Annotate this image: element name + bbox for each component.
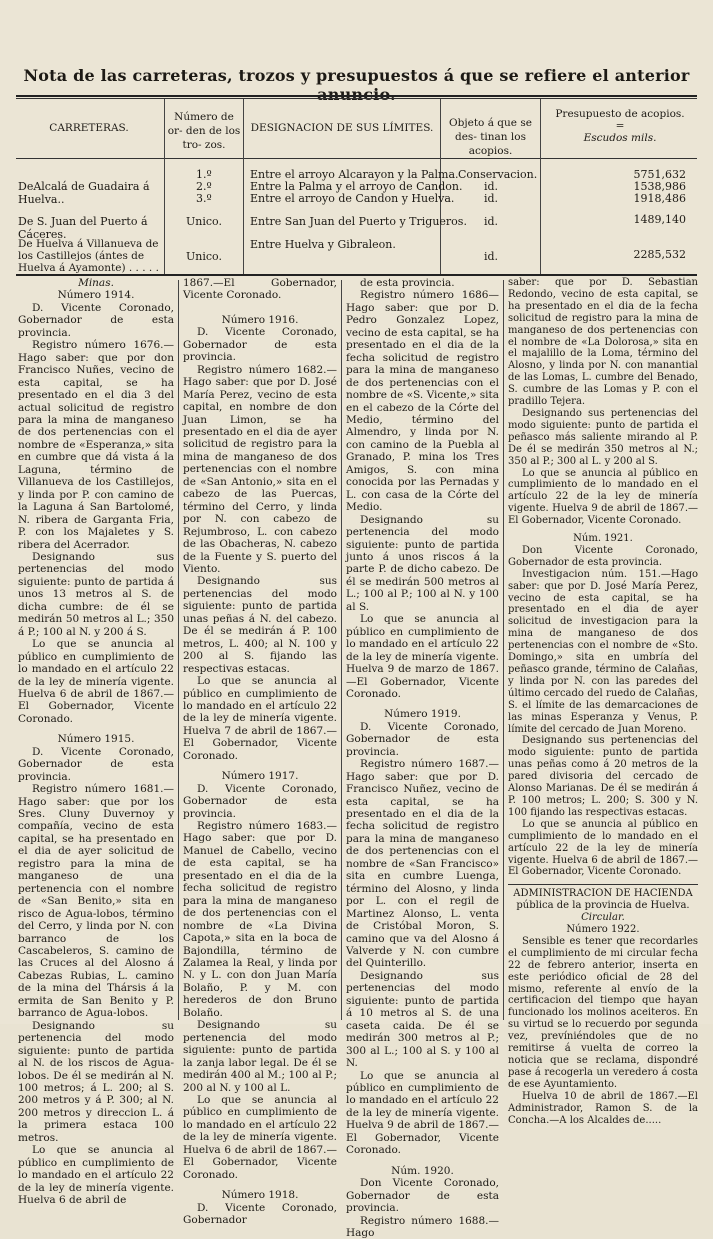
row4-presupuesto: 1489,140 [633,213,686,226]
entry-paragraph: Registro número 1688.—Hago [346,1214,499,1239]
entry-paragraph: 1867.—El Gobernador, Vicente Coronado. [183,277,337,302]
row2-presupuesto: 1538,986 [633,180,686,193]
col-divider-2 [243,99,244,274]
entry-paragraph: Designando sus pertenencias del modo siguiente: punto de partida el peñasco más saliente mirando al P. De él se medirán 350 metros al N.; 350 al P.; 300 al L. y 200 al S. [508,407,698,467]
entry-number: Número 1914. [57,289,135,302]
row3-numero: 3.º [196,192,212,205]
entry-authority: D. Vicente Coronado, Gobernador de esta provincia. [346,720,499,758]
entry-paragraph: Registro número 1681.—Hago saber: que por los Sres. Cluny Duvernoy y compañía, vecino de esta capital, se ha presentado en el dia de ayer solicitud de registro para la mina de manganeso de una pertenencia con el nombre de «San Benito,» sita en risco de Agua-lobos, término del Cerro, y linda por N. con barranco de los Cascabeleros, S. camino de las Cruces al del Alosno á Cabezas Rubias, L. camino de la mina del Thársis á la ermita de San Benito y P. barranco de Agua-lobos. [18,783,174,1020]
entry-paragraph: Designando sus pertenencias del modo siguiente: punto de partida unas peñas á N. del cabezo. De él se medirán á P. 100 metros, L. 400; al N. 100 y 200 al S. fijando las respectivas estacas. [183,575,337,675]
row1-presupuesto: 5751,632 [633,168,686,181]
entry-paragraph: Designando su pertenencia del modo siguiente: punto de partida junto á unos riscos á la parte P. de dicho cabezo. De él se medirán 500 metros al L.; 100 al P.; 100 al N. y 100 al S. [346,513,499,613]
entry-authority: D. Vicente Coronado, Gobernador de esta provincia. [183,782,337,820]
entry-paragraph: Lo que se anuncia al público en cumplimiento de lo mandado en el artículo 22 de la ley de minería vigente. Huelva 6 de abril de 1867.—El Gobernador, Vicente Coronado. [508,818,698,878]
row5-numero: Unico. [186,250,222,263]
entry-paragraph: Registro número 1686—Hago saber: que por D. Pedro Gonzalez Lopez, vecino de esta capital, se ha presentado en el dia de la fecha solicitud de registro para la mina de manganeso de dos pertenencias con el nombre de «S. Vicente,» sita en el cabezo de la Córte del Medio, término del Almendro, y linda por N. con camino de la Puebla al Granado, P. mina los Tres Amigos, S. con mina conocida por las Pernadas y L. con casa de la Córte del Medio. [346,289,499,514]
entry-paragraph: Registro número 1682.—Hago saber: que por D. José María Perez, vecino de esta capital, en nombre de don Juan Limon, se ha presentado en el dia de ayer solicitud de registro para la mina de manganeso de dos pertenencias con el nombre de «San Antonio,» sita en el cabezo de las Puercas, término del Cerro, y linda por N. con cabezo de Rejumbroso, L. con cabezo de las Obacheras, N. cabezo de la Fuente y S. puerto del Viento. [183,363,337,575]
row2-numero: 2.º [196,180,212,193]
column-4 [508,277,698,1126]
header-designacion: DESIGNACION DE SUS LÍMITES. [250,122,434,134]
row5-limites: Entre Huelva y Gibraleon. [250,238,396,251]
entry-number: Núm. 1921. [573,533,633,545]
row4-numero: Unico. [186,215,222,228]
entry-paragraph: Lo que se anuncia al público en cumplimiento de lo mandado en el artículo 22 de la ley de minería vigente. Huelva 9 de marzo de 1867.—El Gobernador, Vicente Coronado. [346,613,499,700]
entry-paragraph: Designando su pertenencia del modo siguiente: punto de partida al N. de los riscos de Agua-lobos. De él se medirán al N. 100 metros; á L. 200; al S. 200 metros y á P. 300; al N. 200 metros y direccion L. á la primera estaca 100 metros. [18,1019,174,1144]
entry-authority: D. Vicente Coronado, Gobernador de esta provincia. [18,745,174,783]
entry-paragraph: Registro número 1676.—Hago saber: que por don Francisco Nuñes, vecino de esta capital, se ha presentado en el dia 3 del actual solicitud de registro para la mina de manganeso de dos pertenencias con el nombre de «Esperanza,» sita en cumbre que dá vista á la Laguna, término de Villanueva de los Castillejos, y linda por P. con camino de la Laguna á San Bartolomé, N. ribera de Garganta Fria, P. con los Majaletes y S. ribera del Acerrador. [18,339,174,551]
page-title: Nota de las carreteras, trozos y presupuestos á que se refiere el anterior anuncio. [23,66,690,104]
entry-paragraph: Designando sus pertenencias del modo siguiente: punto de partida unas peñas como á 20 metros de la pared divisoria del cercado de Alonso Marianas. De él se medirán á P. 100 metros; L. 200; S. 300 y N. 100 fijando las respectivas estacas. [508,735,698,818]
entry-authority: D. Vicente Coronado, Gobernador [183,1201,337,1227]
entry-number: Número 1915. [57,733,135,746]
entry-paragraph: Lo que se anuncia al público en cumplimiento de lo mandado en el artículo 22 de la ley de minería vigente. Huelva 7 de abril de 1867.—El Gobernador, Vicente Coronado. [183,675,337,762]
header-escudos: Escudos mils. [583,132,657,144]
entry-number: Número 1917. [221,770,299,783]
row1-objeto: Conservacion. [458,168,538,181]
table-top-rule [16,95,697,97]
table-header-rule [16,158,697,159]
entry-paragraph: saber: que por D. Sebastian Redondo, vecino de esta capital, se ha presentado en el dia de la fecha solicitud de registro para la mina de manganeso de dos pertenencias con el nombre de «La Dolorosa,» sita en el majalillo de la Loma, término del Alosno, y linda por N. con manantial de las Lomas, L. cumbre del Benado, S. cumbre de las Lomas y P. con el pradillo Tejera. [508,277,698,408]
newspaper-page: Nota de las carreteras, trozos y presupuestos á que se refiere el anterior anuncio. CARRETERAS. Número de or- den de los tro- zos. DESIGNACION DE SUS LÍMITES. Objeto á que se des- tinan los acopios. Presupuesto de acopios. = Escudos mils. DeAlcalá de Guadaira á Huelva.. 1.º Entre el arroyo Alcarayon y la Palma. Conservacion. 5751,632 2.º Entre la Palma y el arroyo de Candon. id. 1538,986 3.º Entre el arroyo de Candon y Huelva. id. 1918,486 De S. Juan del Puerto á Cáceres. Unico. Entre San Juan del Puerto y Trigueros. id. 1489,140 De Huelva á Villanueva de los Castillejos (ántes de Huelva á Ayamonte) . . . . . Unico. Entre Huelva y Gibraleon. id. 2285,532 Minas. Número 1914. D. Vicente Coronado, Gobernador de esta provincia. Registro número 1676.—Hago saber: que por don Francisco Nuñes, vecino de esta capital, se ha presentado en el dia 3 del actual solicitud de registro para la mina de manganeso de dos pertenencias con el nombre de «Esperanza,» sita en cumbre que dá vista á la Laguna, término de Villanueva de los Castillejos, y linda por P. con camino de la Laguna á San Bartolomé, N. ribera de Garganta Fria, P. con los Majaletes y S. ribera del Acerrador. Designando sus pertenencias del modo siguiente: punto de partida á unos 13 metros al S. de dicha cumbre: de él se medirán 50 metros al L.; 350 á P.; 100 al N. y 200 á S. Lo que se anuncia al público en cumplimiento de lo mandado en el artículo 22 de la ley de minería vigente. Huelva 6 de abril de 1867.—El Gobernador, Vicente Coronado. Número 1915. D. Vicente Coronado, Gobernador de esta provincia. Registro número 1681.—Hago saber: que por los Sres. Cluny Duvernoy y compañía, vecino de esta capital, se ha presentado en el dia de ayer solicitud de registro para la mina de manganeso de una pertenencia con el nombre de «San Benito,» sita en risco de Agua-lobos, término del Cerro, y linda por N. con barranco de los Cascabeleros, S. camino de las Cruces al del Alosno á Cabezas Rubias, L. camino de la mina del Thársis á la ermita de San Benito y P. barranco de Agua-lobos. Designando su pertenencia del modo siguiente: punto de partida al N. de los riscos de Agua-lobos. De él se medirán al N. 100 metros; á L. 200; al S. 200 metros y á P. 300; al N. 200 metros y direccion L. á la primera estaca 100 metros. Lo que se anuncia al público en cumplimiento de lo mandado en el artículo 22 de la ley de minería vigente. Huelva 6 de abril de 1867.—El Gobernador, Vicente Coronado. Número 1916. D. Vicente Coronado, Gobernador de esta provincia. Registro número 1682.—Hago saber: que por D. José María Perez, vecino de esta capital, en nombre de don Juan Limon, se ha presentado en el dia de ayer solicitud de registro para la mina de manganeso de dos pertenencias con el nombre de «San Antonio,» sita en el cabezo de las Puercas, término del Cerro, y linda por N. con cabezo de Rejumbroso, L. con cabezo de las Obacheras, N. cabezo de la Fuente y S. puerto del Viento. Designando sus pertenencias del modo siguiente: punto de partida unas peñas á N. del cabezo. De él se medirán á P. 100 metros, L. 400; al N. 100 y 200 al S. fijando las respectivas estacas. Lo que se anuncia al público en cumplimiento de lo mandado en el artículo 22 de la ley de minería vigente. Huelva 7 de abril de 1867.—El Gobernador, Vicente Coronado. Número 1917. D. Vicente Coronado, Gobernador de esta provincia. Registro número 1683.—Hago saber: que por D. Manuel de Cabello, vecino de esta capital, se ha presentado en el dia de la fecha solicitud de registro para la mina de manganeso de dos pertenencias con el nombre de «La Divina Capota,» sita en la boca de Bajondilla, término de Zalamea la Real, y linda por N. y L. con don Juan María Bolaño, P. y M. con herederos de don Bruno Bolaño. Designando su pertenencia del modo siguiente: punto de partida la zanja labor legal. De él se medirán 400 al M.; 100 al P.; 200 al N. y 100 al L. Lo que se anuncia al público en cumplimiento de lo mandado en el artículo 22 de la ley de minería vigente. Huelva 6 de abril de 1867.—El Gobernador, Vicente Coronado. Número 1918. D. Vicente Coronado, Gobernador de esta provincia. Registro número 1686—Hago saber: que por D. Pedro Gonzalez Lopez, vecino de esta capital, se ha presentado en el dia de la fecha solicitud de registro para la mina de manganeso de dos pertenencias con el nombre de «S. Vicente,» sita en el cabezo de la Córte del Medio, término del Almendro, y linda por N. con camino de la Puebla al Granado, P. mina los Tres Amigos, S. con mina conocida por las Pernadas y L. con casa de la Córte del Medio. Designando su pertenencia del modo siguiente: punto de partida junto á unos riscos á la parte P. de dicho cabezo. De él se medirán 500 metros al L.; 100 al P.; 100 al N. y 100 al S. Lo que se anuncia al público en cumplimiento de lo mandado en el artículo 22 de la ley de minería vigente. Huelva 9 de marzo de 1867.—El Gobernador, Vicente Coronado. Número 1919. D. Vicente Coronado, Gobernador de esta provincia. Registro número 1687.—Hago saber: que por D. Francisco Nuñez, vecino de esta capital, se ha presentado en el dia de la fecha solicitud de registro para la mina de manganeso de dos pertenencias con el nombre de «San Francisco» sita en cumbre Luenga, término del Alosno, y linda por L. con el regil de Martinez Alonso, L. venta de Cristóbal Moron, S. camino que va del Alosno á Valverde y N. con cumbre del Quinterillo. Designando sus pertenencias del modo siguiente: punto de partida á 10 metros al S. de una caseta caida. De él se medirán 300 metros al P.; 300 al L.; 100 al S. y 100 al N. Lo que se anuncia al público en cumplimiento de lo mandado en el artículo 22 de la ley de minería vigente. Huelva 9 de abril de 1867.—El Gobernador, Vicente Coronado. Núm. 1920. Don Vicente Coronado, Gobernador de esta provincia. Registro número 1688.—Hago saber: que por D. Sebastian Redondo, vecino de esta capital, se ha presentado en el dia de la fecha solicitud de registro para la mina de manganeso de dos pertenencias con el nombre de «La Dolorosa,» sita en el majalillo de la Loma, término del Alosno, y linda por N. con manantial de las Lomas, L. cumbre del Benado, S. cumbre de las Lomas y P. con el pradillo Tejera. Designando sus pertenencias del modo siguiente: punto de partida el peñasco más saliente mirando al P. De él se medirán 350 metros al N.; 350 al P.; 300 al L. y 200 al S. Lo que se anuncia al público en cumplimiento de lo mandado en el artículo 22 de la ley de minería vigente. Huelva 9 de abril de 1867.—El Gobernador, Vicente Coronado. Núm. 1921. Don Vicente Coronado, Gobernador de esta provincia. Investigacion núm. 151.—Hago saber: que por D. José María Perez, vecino de esta capital, se ha presentado en el dia de ayer solicitud de investigacion para la mina de manganeso de dos pertenencias con el nombre de «Sto. Domingo,» sita en umbría del peñasco grande, término de Calañas, y linda por N. con las paredes del último cercado del ruedo de Calañas, S. el límite de las demarcaciones de las minas Esperanza y Venus, P. límite del cercado de Juan Moreno. Designando sus pertenencias del modo siguiente: punto de partida unas peñas como á 20 metros de la pared divisoria del cercado de Alonso Marianas. De él se medirán á P. 100 metros; L. 200; S. 300 y N. 100 fijando las respectivas estacas. Lo que se anuncia al público en cumplimiento de lo mandado en el artículo 22 de la ley de minería vigente. Huelva 6 de abril de 1867.—El Gobernador, Vicente Coronado. ADMINISTRACION DE HACIENDA pública de la provincia de Huelva. Circular. Número 1922. Sensible es tener que recordarles el cumplimiento de mi circular fecha 22 de febrero anterior, inserta en este periódico oficial de 28 del mismo, referente al envío de la certificacion del tiempo que hayan funcionado los molinos aceiteros. En su virtud se lo recuerdo por segunda vez, prevíniéndoles que de no remitirse á vuelta de correo la noticia que se reclama, dispondré pase á recogerla un veredero á costa de ese Ayuntamiento. Huelva 10 de abril de 1867.—El Administrador, Ramon S. de la Concha.—A los Alcaldes de..... [0,0,713,1024]
row5-presupuesto: 2285,532 [633,248,686,261]
header-objeto: Objeto á que se des- tinan los acopios. [449,117,532,157]
body-divider-2 [341,280,342,1020]
circular-label: Circular. [581,912,625,924]
row1-limites: Entre el arroyo Alcarayon y la Palma. [250,168,459,181]
entry-paragraph: Designando su pertenencia del modo siguiente: punto de partida la zanja labor legal. De él se medirán 400 al M.; 100 al P.; 200 al N. y 100 al L. [183,1019,337,1094]
col-divider-4 [540,99,541,274]
column-3 [346,277,499,1239]
body-divider-3 [503,280,504,1020]
column-1 [18,277,174,1207]
entry-authority: D. Vicente Coronado, Gobernador de esta provincia. [183,326,337,364]
entry-paragraph: Lo que se anuncia al público en cumplimiento de lo mandado en el artículo 22 de la ley de minería vigente. Huelva 6 de abril de 1867.—El Gobernador, Vicente Coronado. [18,638,174,725]
entry-paragraph: Designando sus pertenencias del modo siguiente: punto de partida á unos 13 metros al S. de dicha cumbre: de él se medirán 50 metros al L.; 350 á P.; 100 al N. y 200 á S. [18,550,174,638]
row5-objeto: id. [484,250,499,263]
entry-paragraph: Investigacion núm. 151.—Hago saber: que por D. José María Perez, vecino de esta capital, se ha presentado en el dia de ayer solicitud de investigacion para la mina de manganeso de dos pertenencias con el nombre de «Sto. Domingo,» sita en umbría del peñasco grande, término de Calañas, y linda por N. con las paredes del último cercado del ruedo de Calañas, S. el límite de las demarcaciones de las minas Esperanza y Venus, P. límite del cercado de Juan Moreno. [508,568,698,735]
entry-authority: Don Vicente Coronado, Gobernador de esta provincia. [346,1177,499,1215]
entry-paragraph: Registro número 1687.—Hago saber: que por D. Francisco Nuñez, vecino de esta capital, se ha presentado en el dia de la fecha solicitud de registro para la mina de manganeso de dos pertenencias con el nombre de «San Francisco» sita en cumbre Luenga, término del Alosno, y linda por L. con el regil de Martinez Alonso, L. venta de Cristóbal Moron, S. camino que va del Alosno á Valverde y N. con cumbre del Quinterillo. [346,758,499,970]
section-heading: Minas. [78,277,114,289]
row3-limites: Entre el arroyo de Candon y Huelva. [250,192,455,205]
entry-number: Número 1916. [221,313,299,326]
entry-paragraph: Huelva 10 de abril de 1867.—El Administrador, Ramon S. de la Concha.—A los Alcaldes de..... [508,1090,698,1126]
row1-numero: 1.º [196,168,212,181]
col-divider-1 [164,99,165,274]
entry-paragraph: Lo que se anuncia al público en cumplimiento de lo mandado en el artículo 22 de la ley de minería vigente. Huelva 6 de abril de 1867.—El Gobernador, Vicente Coronado. [183,1094,337,1181]
row3-presupuesto: 1918,486 [633,192,686,205]
entry-authority: D. Vicente Coronado, Gobernador de esta provincia. [18,301,174,339]
entry-authority: de esta provincia. [360,277,455,289]
entry-number: Número 1918. [221,1189,299,1202]
entry-number: Número 1919. [384,708,461,721]
row1-carretera: DeAlcalá de Guadaira á Huelva.. [18,180,150,206]
row4-carretera: De S. Juan del Puerto á Cáceres. [18,215,148,241]
body-divider-1 [178,280,179,1020]
entry-paragraph: Lo que se anuncia al público en cumplimiento de lo mandado en el artículo 22 de la ley de minería vigente. Huelva 6 de abril de [18,1144,174,1207]
table-top-rule-thin [16,98,697,99]
header-presupuesto: Presupuesto de acopios. [555,108,685,120]
header-numero: Número de or- den de los tro- zos. [167,111,241,151]
entry-number: Número 1922. [566,924,640,936]
entry-paragraph: Lo que se anuncia al público en cumplimiento de lo mandado en el artículo 22 de la ley de minería vigente. Huelva 9 de abril de 1867.—El Gobernador, Vicente Coronado. [508,467,698,527]
entry-paragraph: Designando sus pertenencias del modo siguiente: punto de partida á 10 metros al S. de una caseta caida. De él se medirán 300 metros al P.; 300 al L.; 100 al S. y 100 al N. [346,969,499,1070]
row2-limites: Entre la Palma y el arroyo de Candon. [250,180,463,193]
table-bottom-rule [16,274,697,276]
row5-carretera: De Huelva á Villanueva de los Castillejos (ántes de Huelva á Ayamonte) . . . . . [18,238,159,274]
row2-objeto: id. [484,180,499,193]
section-heading: ADMINISTRACION DE HACIENDA pública de la provincia de Huelva. [508,884,698,912]
entry-number: Núm. 1920. [391,1164,454,1177]
entry-paragraph: Lo que se anuncia al público en cumplimiento de lo mandado en el artículo 22 de la ley de minería vigente. Huelva 9 de abril de 1867.—El Gobernador, Vicente Coronado. [346,1069,499,1157]
row4-objeto: id. [484,215,499,228]
entry-paragraph: Registro número 1683.—Hago saber: que por D. Manuel de Cabello, vecino de esta capital, se ha presentado en el dia de la fecha solicitud de registro para la mina de manganeso de dos pertenencias con el nombre de «La Divina Capota,» sita en la boca de Bajondilla, término de Zalamea la Real, y linda por N. y L. con don Juan María Bolaño, P. y M. con herederos de don Bruno Bolaño. [183,820,337,1019]
entry-authority: Don Vicente Coronado, Gobernador de esta provincia. [508,544,698,568]
row4-limites: Entre San Juan del Puerto y Trigueros. [250,215,467,228]
row3-objeto: id. [484,192,499,205]
column-2 [183,277,337,1227]
header-carreteras: CARRETERAS. [49,122,129,134]
entry-paragraph: Sensible es tener que recordarles el cumplimiento de mi circular fecha 22 de febrero anterior, inserta en este periódico oficial de 28 del mismo, referente al envío de la certificacion del tiempo que hayan funcionado los molinos aceiteros. En su virtud se lo recuerdo por segunda vez, prevíniéndoles que de no remitirse á vuelta de correo la noticia que se reclama, dispondré pase á recogerla un veredero á costa de ese Ayuntamiento. [508,935,698,1090]
